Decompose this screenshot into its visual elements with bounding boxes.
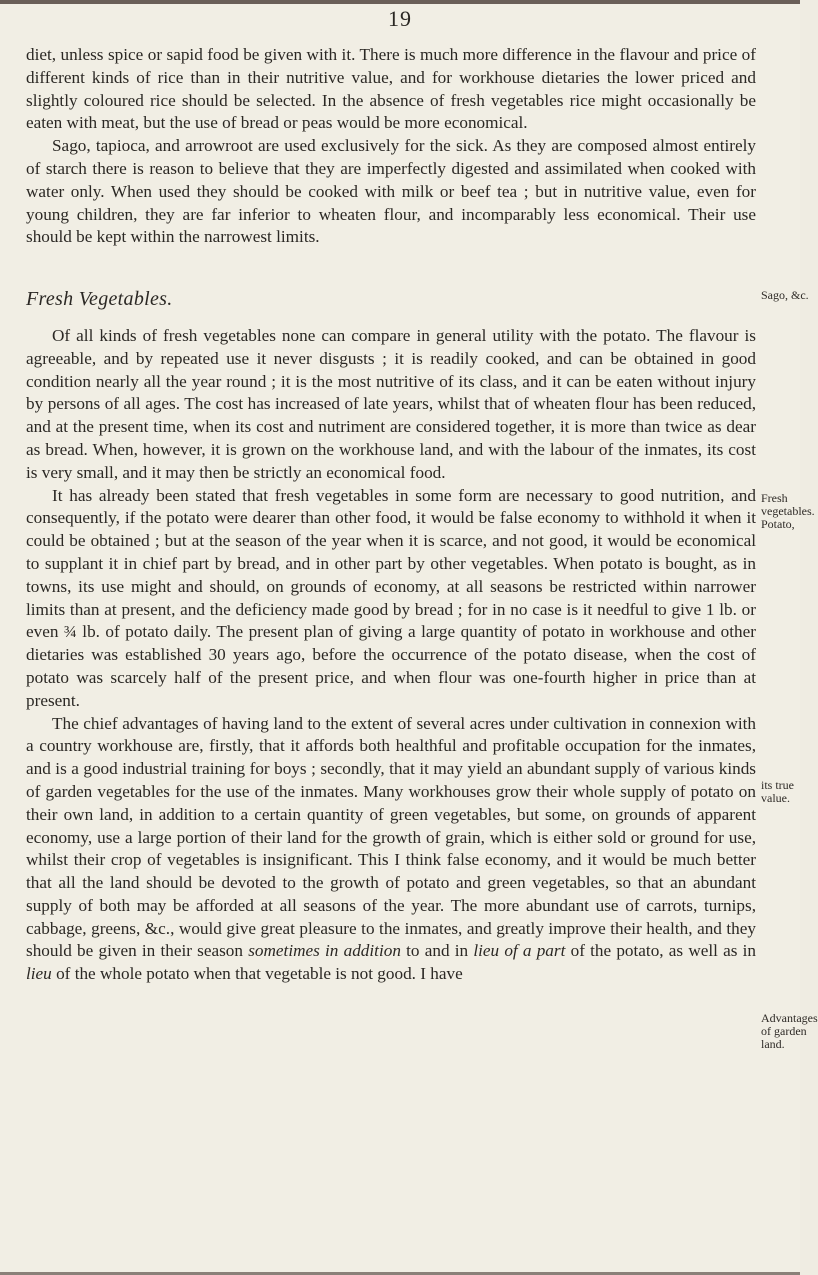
paragraph-sago: Sago, tapioca, and arrowroot are used exclusively for the sick. As they are composed almost entirely of starch there is reason to believe that they are imperfectly digested and assimilated when cooked with water only. When used they should be cooked with milk or beef tea ; but in nutritive value, even for young children, they are far inferior to wheaten flour, and incomparably less economical. Their use should be kept within the narrowest limits. <box>26 136 756 247</box>
garden-italic-2: lieu of a part <box>473 941 566 961</box>
sidenote-fresh-vegetables <box>761 491 815 531</box>
sidenote-line: its true <box>761 778 794 792</box>
garden-text-c: of the potato, as well as in <box>570 941 757 961</box>
sidenote-garden-land <box>761 1011 818 1051</box>
paragraph-potato-value: It has already been stated that fresh vegetables in some form are necessary to good nutrition, and consequently, if the potato were dearer than other food, it would be false economy to withhold it when it could be obtained ; but at the season of the year when it is scarce, and not good, it would be economical to supplant it in chief part by bread, and in other part by other vegetables. When potato is bought, as in towns, its use might and should, on grounds of economy, at all seasons be restricted within narrower limits than at present, and the deficiency made good by bread ; for in no case is it needful to give 1 lb. or even ¾ lb. of potato daily. The present plan of giving a large quantity of potato in workhouse and other dietaries was established 30 years ago, before the occurrence of the potato disease, when the cost of potato was scarcely half of the present price, and when flour was one-fourth higher in price than at present. <box>26 485 756 710</box>
sidenote-line: land. <box>761 1037 785 1051</box>
garden-italic-1: sometimes in addition <box>248 941 401 961</box>
garden-text-a: The chief advantages of having land to the extent of several acres under cultivation in connexion with a country workhouse are, firstly, that it affords both healthful and profitable occupation for the inmates, and is a good industrial training for boys ; secondly, that it may yield an abundant supply of various kinds of garden vegetables for the use of the inmates. Many workhouses grow their whole supply of potato on their own land, in addition to a certain quantity of green vegetables, but some, on grounds of apparent economy, use a large portion of their land for the growth of grain, which is either sold or ground for use, whilst their crop of vegetables is insignificant. This I think false economy, and it would be much better that all the land should be devoted to the growth of potato and green vegetables, so that an abundant supply of both may be afforded at all seasons of the year. The more abundant use of carrots, turnips, cabbage, greens, &c., would give great pleasure to the inmates, and greatly improve their health, and they should be given in their season <box>26 713 756 961</box>
body-text <box>26 44 756 986</box>
sidenote-line: Potato, <box>761 517 795 531</box>
garden-text-d: of the whole potato when that vegetable is not good. I have <box>56 964 463 984</box>
sidenote-line: value. <box>761 791 790 805</box>
paragraph-rice: diet, unless spice or sapid food be given with it. There is much more difference in the flavour and price of different kinds of rice than in their nutritive value, and for workhouse dietaries the lower priced and slightly coloured rice should be selected. In the absence of fresh vegetables rice might occasionally be eaten with meat, but the use of bread or peas would be more economical. <box>26 45 756 133</box>
sidenote-line: of garden <box>761 1024 807 1038</box>
sidenote-line: Sago, &c. <box>761 288 809 302</box>
sidenote-line: vegetables. <box>761 504 815 518</box>
sidenote-line: Advantages <box>761 1011 818 1025</box>
sidenote-line: Fresh <box>761 491 788 505</box>
top-rule <box>0 0 800 4</box>
garden-text-b: to and in <box>406 941 469 961</box>
page-number: 19 <box>388 6 412 31</box>
paragraph-garden-land <box>26 713 756 987</box>
paragraph-potato: Of all kinds of fresh vegetables none can compare in general utility with the potato. The flavour is agreeable, and by repeated use it never disgusts ; it is readily cooked, and can be obtained in good condition nearly all the year round ; it is the most nutritive of its class, and it can be eaten without injury by persons of all ages. The cost has increased of late years, whilst that of wheaten flour has been reduced, and at the present time, when its cost and nutriment are considered together, it is more than twice as dear as bread. When, however, it is grown on the workhouse land, and with the labour of the inmates, its cost is very small, and it may then be strictly an economical food. <box>26 325 756 482</box>
sidenote-true-value <box>761 779 801 805</box>
garden-italic-3: lieu <box>26 964 52 984</box>
section-heading: Fresh Vegetables. <box>26 288 173 311</box>
sidenote-sago <box>761 288 809 302</box>
